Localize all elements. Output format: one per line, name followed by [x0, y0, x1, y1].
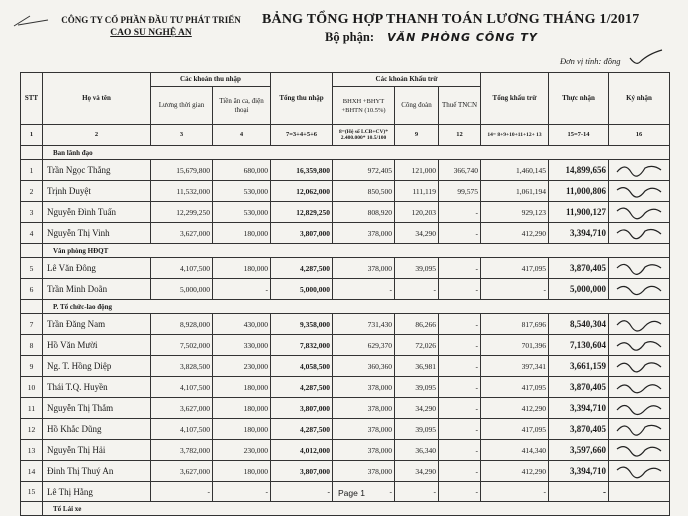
- row-net: 11,900,127: [549, 202, 609, 223]
- signature-icon: [611, 356, 667, 374]
- header-tax: Thuế TNCN: [439, 87, 481, 125]
- row-insurance: -: [333, 482, 395, 502]
- row-allowance: -: [213, 482, 271, 502]
- signature-icon: [611, 398, 667, 416]
- index-cell: 15=7-14: [549, 125, 609, 146]
- signature-icon: [611, 440, 667, 458]
- group-row: [21, 244, 670, 258]
- row-net: 3,661,159: [549, 356, 609, 377]
- group-label: Ban lãnh đạo: [43, 146, 670, 160]
- row-salary: -: [151, 482, 213, 502]
- row-tax: 366,740: [439, 160, 481, 181]
- row-total-deduction: 417,095: [481, 419, 549, 440]
- row-insurance: 850,500: [333, 181, 395, 202]
- signature-cell: [609, 440, 670, 461]
- row-total-deduction: -: [481, 279, 549, 300]
- row-salary: 4,107,500: [151, 419, 213, 440]
- row-name: Nguyễn Đình Tuấn: [43, 202, 151, 223]
- row-salary: 3,627,000: [151, 223, 213, 244]
- table-row: [21, 377, 670, 398]
- table-row: [21, 202, 670, 223]
- row-tax: -: [439, 223, 481, 244]
- row-union: 34,290: [395, 461, 439, 482]
- row-name: Trần Đăng Nam: [43, 314, 151, 335]
- signature-icon: [611, 258, 667, 276]
- row-stt: 3: [21, 202, 43, 223]
- row-name: Hồ Văn Mười: [43, 335, 151, 356]
- signature-cell: [609, 398, 670, 419]
- table-row: [21, 223, 670, 244]
- row-union: 120,203: [395, 202, 439, 223]
- row-allowance: 230,000: [213, 356, 271, 377]
- row-net: 3,870,405: [549, 377, 609, 398]
- row-salary: 8,928,000: [151, 314, 213, 335]
- row-name: Trần Minh Doãn: [43, 279, 151, 300]
- header-sign: Ký nhận: [609, 73, 670, 125]
- index-cell: 14= 8+9+10+11+12+ 13: [481, 125, 549, 146]
- row-total-deduction: 417,095: [481, 258, 549, 279]
- index-cell: 2: [43, 125, 151, 146]
- row-allowance: 180,000: [213, 398, 271, 419]
- row-union: 72,026: [395, 335, 439, 356]
- group-row: [21, 146, 670, 160]
- signature-icon: [611, 223, 667, 241]
- row-total-income: 12,829,250: [271, 202, 333, 223]
- index-row: [21, 125, 670, 146]
- row-salary: 3,627,000: [151, 461, 213, 482]
- row-tax: -: [439, 356, 481, 377]
- row-insurance: 378,000: [333, 461, 395, 482]
- unit-note: Đơn vị tính: đồng: [560, 56, 621, 66]
- row-stt: 4: [21, 223, 43, 244]
- row-salary: 15,679,800: [151, 160, 213, 181]
- row-stt: 1: [21, 160, 43, 181]
- row-union: -: [395, 279, 439, 300]
- row-stt: 6: [21, 279, 43, 300]
- row-stt: 9: [21, 356, 43, 377]
- row-stt: 15: [21, 482, 43, 502]
- row-name: Hồ Khắc Dũng: [43, 419, 151, 440]
- signature-icon: [611, 202, 667, 220]
- table-row: [21, 356, 670, 377]
- row-net: 11,000,806: [549, 181, 609, 202]
- row-salary: 3,627,000: [151, 398, 213, 419]
- row-tax: -: [439, 279, 481, 300]
- row-total-deduction: 701,396: [481, 335, 549, 356]
- row-total-deduction: 412,290: [481, 398, 549, 419]
- handwritten-mark-icon: [12, 14, 52, 28]
- row-total-income: 4,287,500: [271, 258, 333, 279]
- group-label: P. Tổ chức-lao động: [43, 300, 670, 314]
- row-insurance: 808,920: [333, 202, 395, 223]
- header-income-group: Các khoản thu nhập: [151, 73, 271, 87]
- index-cell: 3: [151, 125, 213, 146]
- row-tax: -: [439, 440, 481, 461]
- signature-cell: [609, 482, 670, 502]
- row-name: Nguyễn Thị Thắm: [43, 398, 151, 419]
- index-cell: 1: [21, 125, 43, 146]
- table-row: [21, 314, 670, 335]
- company-header: [56, 14, 246, 40]
- row-insurance: 629,370: [333, 335, 395, 356]
- row-name: Đinh Thị Thuý An: [43, 461, 151, 482]
- row-union: 86,266: [395, 314, 439, 335]
- signature-cell: [609, 160, 670, 181]
- header-union: Công đoàn: [395, 87, 439, 125]
- index-cell: 12: [439, 125, 481, 146]
- header-total-income: Tổng thu nhập: [271, 73, 333, 125]
- row-name: Ng. T. Hồng Diệp: [43, 356, 151, 377]
- row-tax: -: [439, 258, 481, 279]
- department-label: Bộ phận:: [325, 30, 374, 44]
- company-name-line1: CÔNG TY CỔ PHẦN ĐẦU TƯ PHÁT TRIỂN: [61, 15, 241, 25]
- row-total-income: 9,358,000: [271, 314, 333, 335]
- row-tax: -: [439, 461, 481, 482]
- row-name: Nguyễn Thị Vinh: [43, 223, 151, 244]
- row-salary: 5,000,000: [151, 279, 213, 300]
- row-allowance: 180,000: [213, 223, 271, 244]
- table-row: [21, 181, 670, 202]
- row-salary: 11,532,000: [151, 181, 213, 202]
- row-net: 7,130,604: [549, 335, 609, 356]
- row-total-deduction: 1,061,194: [481, 181, 549, 202]
- page-footer: Page 1: [338, 488, 365, 498]
- row-allowance: 180,000: [213, 461, 271, 482]
- row-salary: 4,107,500: [151, 258, 213, 279]
- header-stt: STT: [21, 73, 43, 125]
- signature-cell: [609, 202, 670, 223]
- group-label: Văn phòng HĐQT: [43, 244, 670, 258]
- row-union: 111,119: [395, 181, 439, 202]
- row-total-income: -: [271, 482, 333, 502]
- row-union: 34,290: [395, 398, 439, 419]
- index-cell: 9: [395, 125, 439, 146]
- row-salary: 7,502,000: [151, 335, 213, 356]
- index-cell: 8=(Hệ số LCB+CV)* 2.400.000* 10.5/100: [333, 125, 395, 146]
- row-total-deduction: 414,340: [481, 440, 549, 461]
- handwritten-check-icon: [628, 48, 664, 68]
- row-name: Lê Thị Hằng: [43, 482, 151, 502]
- row-tax: -: [439, 398, 481, 419]
- signature-icon: [611, 419, 667, 437]
- signature-icon: [611, 335, 667, 353]
- signature-cell: [609, 223, 670, 244]
- row-stt: 14: [21, 461, 43, 482]
- header-net: Thực nhận: [549, 73, 609, 125]
- payroll-table: [20, 72, 670, 516]
- department-value: VĂN PHÒNG CÔNG TY: [387, 31, 538, 44]
- row-total-income: 4,287,500: [271, 377, 333, 398]
- signature-icon: [611, 377, 667, 395]
- table-row: [21, 279, 670, 300]
- index-cell: 7=3+4+5+6: [271, 125, 333, 146]
- row-union: 36,340: [395, 440, 439, 461]
- row-net: 3,597,660: [549, 440, 609, 461]
- row-total-income: 16,359,800: [271, 160, 333, 181]
- row-union: 121,000: [395, 160, 439, 181]
- row-name: Nguyễn Thị Hải: [43, 440, 151, 461]
- row-tax: 99,575: [439, 181, 481, 202]
- row-total-deduction: 929,123: [481, 202, 549, 223]
- row-net: -: [549, 482, 609, 502]
- row-total-income: 3,807,000: [271, 461, 333, 482]
- row-allowance: 530,000: [213, 202, 271, 223]
- row-union: 39,095: [395, 377, 439, 398]
- row-salary: 3,828,500: [151, 356, 213, 377]
- row-allowance: 530,000: [213, 181, 271, 202]
- row-salary: 3,782,000: [151, 440, 213, 461]
- row-allowance: -: [213, 279, 271, 300]
- row-insurance: 378,000: [333, 377, 395, 398]
- row-net: 3,870,405: [549, 258, 609, 279]
- row-insurance: 378,000: [333, 223, 395, 244]
- row-tax: -: [439, 202, 481, 223]
- header-total-deduction: Tổng khấu trừ: [481, 73, 549, 125]
- row-total-deduction: 412,290: [481, 461, 549, 482]
- index-cell: 4: [213, 125, 271, 146]
- row-total-deduction: 417,095: [481, 377, 549, 398]
- row-salary: 12,299,250: [151, 202, 213, 223]
- row-insurance: 731,430: [333, 314, 395, 335]
- signature-cell: [609, 461, 670, 482]
- row-insurance: 378,000: [333, 419, 395, 440]
- row-total-deduction: 817,696: [481, 314, 549, 335]
- signature-icon: [611, 314, 667, 332]
- signature-cell: [609, 377, 670, 398]
- table-row: [21, 419, 670, 440]
- row-stt: 5: [21, 258, 43, 279]
- row-total-income: 4,058,500: [271, 356, 333, 377]
- row-total-income: 5,000,000: [271, 279, 333, 300]
- row-name: Trịnh Duyệt: [43, 181, 151, 202]
- row-total-income: 12,062,000: [271, 181, 333, 202]
- row-union: 39,095: [395, 419, 439, 440]
- row-allowance: 230,000: [213, 440, 271, 461]
- row-stt: 8: [21, 335, 43, 356]
- row-insurance: 378,000: [333, 258, 395, 279]
- row-tax: -: [439, 377, 481, 398]
- row-allowance: 330,000: [213, 335, 271, 356]
- row-net: 8,540,304: [549, 314, 609, 335]
- row-stt: 13: [21, 440, 43, 461]
- row-net: 3,394,710: [549, 223, 609, 244]
- row-stt: 7: [21, 314, 43, 335]
- row-insurance: 360,360: [333, 356, 395, 377]
- row-total-deduction: 1,460,145: [481, 160, 549, 181]
- document-title: BẢNG TỔNG HỢP THANH TOÁN LƯƠNG THÁNG 1/2017: [262, 12, 640, 27]
- row-net: 14,899,656: [549, 160, 609, 181]
- row-net: 3,394,710: [549, 398, 609, 419]
- signature-cell: [609, 181, 670, 202]
- table-row: [21, 461, 670, 482]
- row-allowance: 180,000: [213, 377, 271, 398]
- signature-cell: [609, 279, 670, 300]
- department-line: [325, 30, 538, 45]
- group-label: Tổ Lái xe: [43, 502, 670, 516]
- table-row: [21, 160, 670, 181]
- signature-cell: [609, 314, 670, 335]
- row-net: 5,000,000: [549, 279, 609, 300]
- table-row: [21, 258, 670, 279]
- row-stt: 2: [21, 181, 43, 202]
- table-row: [21, 440, 670, 461]
- header-insurance: BHXH +BHYT +BHTN (10.5%): [333, 87, 395, 125]
- row-salary: 4,107,500: [151, 377, 213, 398]
- row-insurance: -: [333, 279, 395, 300]
- row-stt: 12: [21, 419, 43, 440]
- row-name: Thái T.Q. Huyền: [43, 377, 151, 398]
- row-tax: -: [439, 419, 481, 440]
- row-stt: 11: [21, 398, 43, 419]
- header-name: Họ và tên: [43, 73, 151, 125]
- signature-cell: [609, 419, 670, 440]
- row-tax: -: [439, 314, 481, 335]
- table-row: [21, 335, 670, 356]
- signature-cell: [609, 335, 670, 356]
- row-insurance: 972,405: [333, 160, 395, 181]
- row-total-income: 4,012,000: [271, 440, 333, 461]
- row-union: -: [395, 482, 439, 502]
- header-allowance: Tiền ăn ca, điện thoại: [213, 87, 271, 125]
- company-name-line2: CAO SU NGHỆ AN: [110, 28, 192, 38]
- row-insurance: 378,000: [333, 440, 395, 461]
- row-total-deduction: -: [481, 482, 549, 502]
- row-allowance: 680,000: [213, 160, 271, 181]
- group-row: [21, 300, 670, 314]
- row-net: 3,394,710: [549, 461, 609, 482]
- row-allowance: 180,000: [213, 258, 271, 279]
- row-total-income: 7,832,000: [271, 335, 333, 356]
- group-row: [21, 502, 670, 516]
- row-total-income: 4,287,500: [271, 419, 333, 440]
- header-time-salary: Lương thời gian: [151, 87, 213, 125]
- row-allowance: 430,000: [213, 314, 271, 335]
- row-total-income: 3,807,000: [271, 223, 333, 244]
- row-stt: 10: [21, 377, 43, 398]
- signature-icon: [611, 160, 667, 178]
- row-union: 39,095: [395, 258, 439, 279]
- row-union: 34,290: [395, 223, 439, 244]
- row-tax: -: [439, 482, 481, 502]
- row-name: Lê Văn Đông: [43, 258, 151, 279]
- row-allowance: 180,000: [213, 419, 271, 440]
- row-total-deduction: 412,290: [481, 223, 549, 244]
- row-insurance: 378,000: [333, 398, 395, 419]
- header-deduction-group: Các khoản Khấu trừ: [333, 73, 481, 87]
- index-cell: 16: [609, 125, 670, 146]
- signature-icon: [611, 181, 667, 199]
- row-union: 36,981: [395, 356, 439, 377]
- signature-cell: [609, 258, 670, 279]
- table-row: [21, 398, 670, 419]
- row-tax: -: [439, 335, 481, 356]
- signature-cell: [609, 356, 670, 377]
- row-net: 3,870,405: [549, 419, 609, 440]
- row-total-deduction: 397,341: [481, 356, 549, 377]
- row-total-income: 3,807,000: [271, 398, 333, 419]
- signature-icon: [611, 279, 667, 297]
- signature-icon: [611, 461, 667, 479]
- row-name: Trần Ngọc Thắng: [43, 160, 151, 181]
